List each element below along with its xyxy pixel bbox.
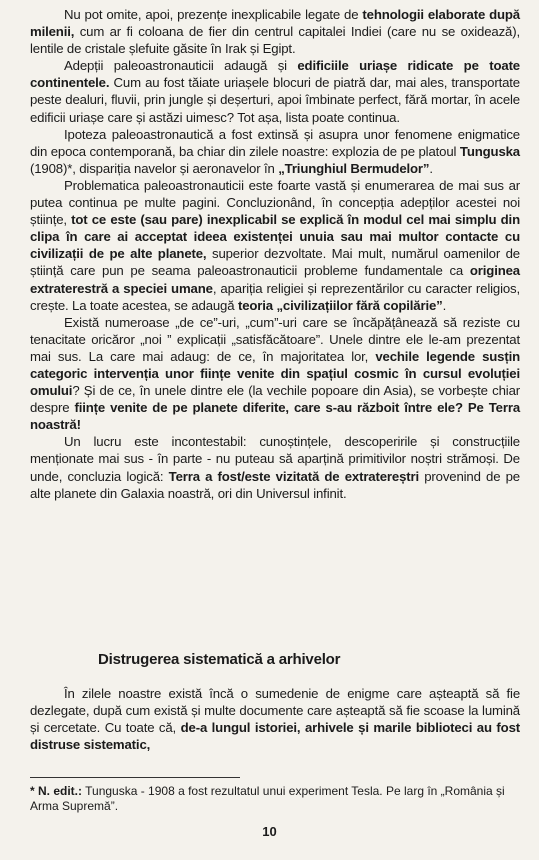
text-run: Există numeroase „de ce”-uri, „cum”-uri care se încăpățânează să reziste cu tenacitate oricăror „noi ” explicații „satisfăcătoare”. Unele dintre ele le-am prezentat mai sus. La care mai adaug: de ce, în majoritatea lor, [30,314,520,364]
paragraph-3 [30,126,520,177]
text-run: Terra a fost/este vizitată de extratereștri [168,468,419,484]
text-run: Adepții paleoastronauticii adaugă și [64,58,298,74]
text-run: . [429,160,433,176]
text-run: Nu pot omite, apoi, prezențe inexplicabile legate de [64,7,363,22]
paragraph-5 [30,314,520,434]
text-run: Ipoteza paleoastronautică a fost extinsă și asupra unor fenomene enigmatice din epoca contemporană, ba chiar din zilele noastre: explozia de pe platoul [30,126,520,159]
text-run: . [114,799,119,813]
text-run: edificiile uriașe ridicate pe toate continentele. [30,58,520,91]
text-run: teoria „civilizațiilor fără copilărie” [237,297,443,313]
text-run: provenind de pe alte planete din Galaxia noastră, ori din Universul infinit. [30,468,520,501]
paragraph-2 [30,57,520,125]
text-run: . [442,297,447,313]
text-run: originea extraterestră a speciei umane [30,263,520,296]
main-text [30,6,520,502]
text-run: tot ce este (sau pare) inexplicabil se explică în modul cel mai simplu din clipa în care ai acceptat ideea existenței unuia sau mai multor contacte cu civilizații de pe alte planete, [30,212,520,262]
text-run: „Triunghiul Bermudelor” [278,160,430,176]
text-run: * N. edit.: [30,784,83,798]
text-run: , apariția religiei și reprezentărilor cu caracter religios, crește. La toate acestea, se adaugă [30,280,520,313]
text-run: Un lucru este incontestabil: cunoștințele, descoperirile și construcțiile menționate mai sus - în parte - nu puteau să aparțină primitivilor noștri strămoși. De unde, concluzia logică: [30,434,520,484]
text-run: ? Și de ce, în unele dintre ele (la vechile popoare din Asia), se vorbește chiar despre [30,383,520,416]
text-run: În zilele noastre există încă o sumedenie de enigme care așteaptă să fie dezlegate, după cum există și multe documente care așteaptă să fie scoase la lumină și cercetate. Cu toate că, [30,686,520,736]
text-run: „România și Arma Supremă” [30,784,505,813]
text-run: (1908)*, dispariția navelor și aeronavelor în [30,160,279,176]
text-run: Tunguska [459,143,520,159]
footnote-divider [30,777,240,778]
footnote [30,784,520,814]
paragraph-6 [30,433,520,501]
text-run: Tunguska - 1908 a fost rezultatul unui experiment Tesla. Pe larg în [82,784,441,798]
section-text [30,685,520,753]
page-number: 10 [262,824,277,839]
text-run: vechile legende susțin categoric intervenția unor ființe venite din spațiul cosmic în cursul evoluției omului [30,348,521,399]
text-run: de-a lungul istoriei, arhivele și marile biblioteci au fost distruse sistematic, [30,720,520,753]
text-run: ființe venite de pe planete diferite, care s-au războit între ele? Pe Terra noastră! [30,400,521,433]
text-run: Problematica paleoastronauticii este foarte vastă și enumerarea de mai sus ar putea continua pe multe pagini. Concluzionând, în concepția adepților acestei noi științe, [30,177,520,228]
text-run: superior dezvoltate. Mai mult, numărul oamenilor de știință care pun pe seama paleoastronauticii probleme fundamentale ca [30,246,520,279]
section-title: Distrugerea sistematică a arhivelor [98,651,341,668]
text-run: Cum au fost tăiate uriașele blocuri de piatră dar, mai ales, transportate peste dealuri, fluvii, prin jungle și deșerturi, apoi îmbinate perfect, fără mortar, în acele edificii uriașe care și astăzi uimesc? Tot așa, lista poate continua. [30,75,520,125]
paragraph-1 [30,6,520,57]
text-run: tehnologii elaborate după milenii, [30,7,520,40]
text-run: cum ar fi coloana de fier din centrul capitalei Indiei (care nu se oxidează), lentile de cristale șlefuite găsite în Irak și Egipt. [30,24,520,57]
section-paragraph-1 [30,685,520,753]
paragraph-4 [30,177,520,314]
